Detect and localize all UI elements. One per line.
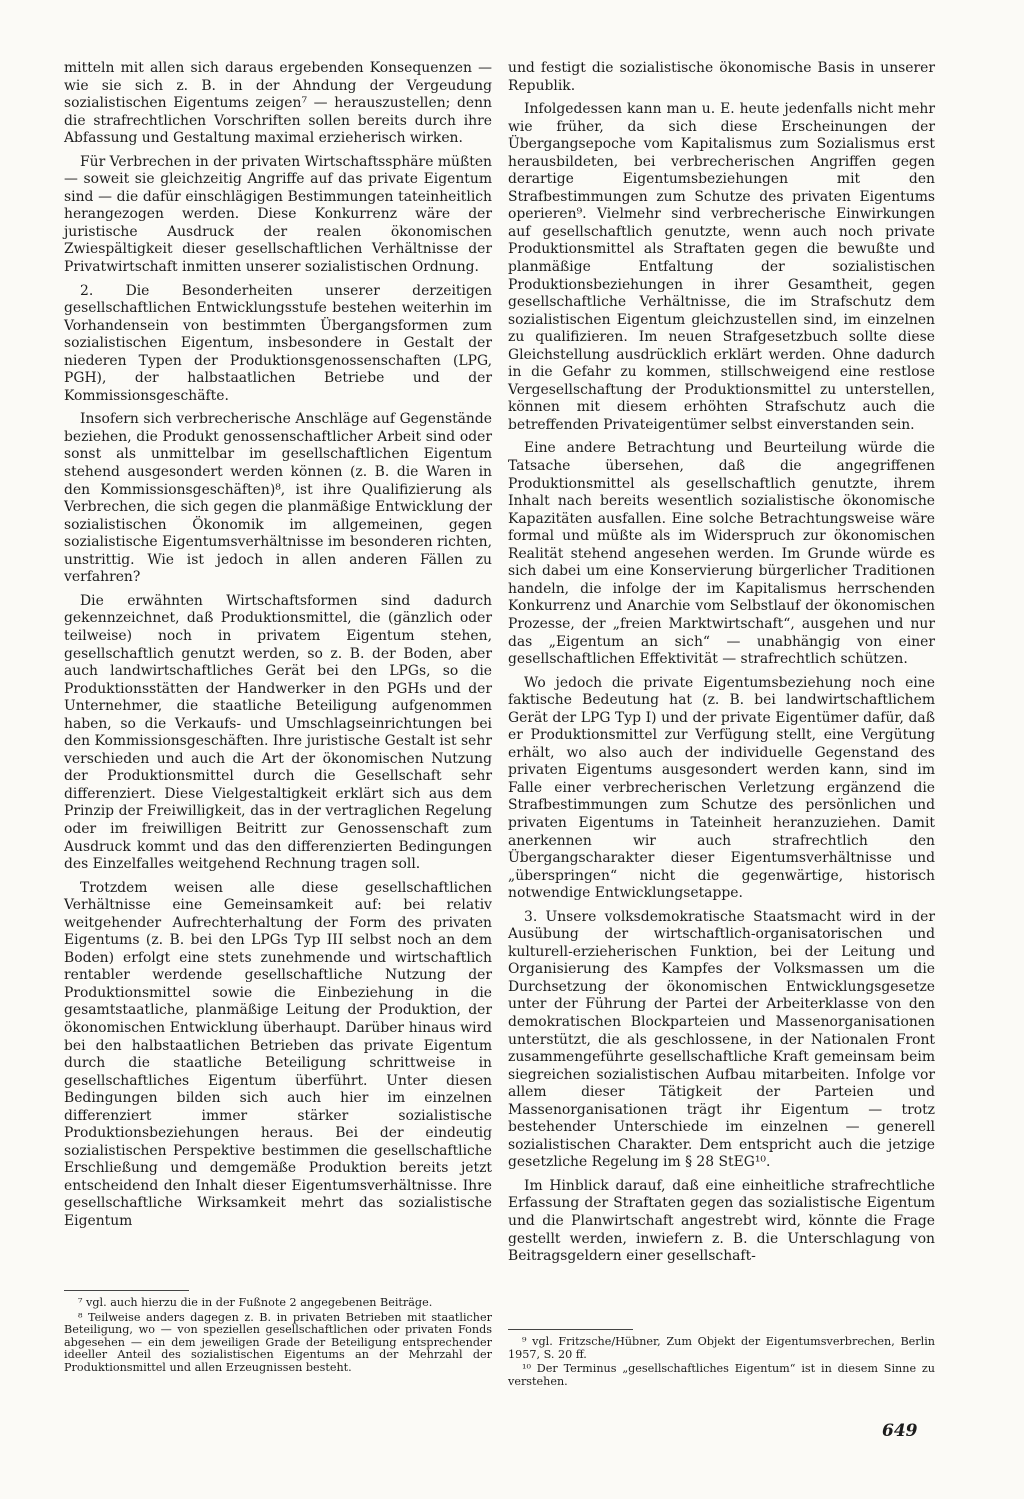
page-number: 649 [882,1421,918,1441]
footnote-rule [508,1329,633,1330]
right-paragraph-3: Eine andere Betrachtung und Beurteilung würde die Tatsache übersehen, daß die angegriffenen Produktionsmittel als gesellschaftlich genutzte, ihrem Inhalt nach bereits wesentlich sozialistische ökonomische Kapazitäten ausfallen. Eine solche Betrachtungsweise wäre formal und müßte als im Widerspruch zur ökonomischen Realität stehend angesehen werden. Im Grunde würde es sich dabei um eine Konservierung bürgerlicher Traditionen handeln, die infolge der im Kapitalismus herrschenden Konkurrenz und Anarchie vom Selbstlauf der ökonomischen Prozesse, der „freien Marktwirtschaft“, ausgehen und nur das „Eigentum an sich“ — unabhängig von einer gesellschaftlichen Effektivität — strafrechtlich schützen. [508,440,935,668]
right-paragraph-4: Wo jedoch die private Eigentumsbeziehung noch eine faktische Bedeutung hat (z. B. bei landwirtschaftlichem Gerät der LPG Typ I) und der private Eigentümer dafür, daß er Produktionsmittel zur Verfügung stellt, eine Vergütung erhält, wo also auch der individuelle Gegenstand des privaten Eigentums ausgesondert werden kann, sind im Falle einer verbrecherischen Verletzung ergänzend die Strafbestimmungen zum Schutze des persönlichen und privaten Eigentums in Tateinheit heranzuziehen. Damit anerkennen wir auch strafrechtlich den Übergangscharakter dieser Eigentumsverhältnisse und „überspringen“ nicht die gegenwärtige, historisch notwendige Entwicklungsetappe. [508,674,935,902]
footnote-rule [64,1290,189,1291]
left-paragraph-1: mitteln mit allen sich daraus ergebenden Konsequenzen — wie sie sich z. B. in der Ahndung der Vergeudung sozialistischen Eigentums zeigen⁷ — herauszustellen; denn die strafrechtlichen Vorschriften sollen bereits durch ihre Abfassung und Gestaltung maximal erzieherisch wirken. [64,60,492,147]
right-paragraph-2: Infolgedessen kann man u. E. heute jedenfalls nicht mehr wie früher, da sich diese Erscheinungen der Übergangsepoche vom Kapitalismus zum Sozialismus erst herausbildeten, bei verbrecherischen Angriffen gegen derartige Eigentumsbeziehungen mit den Strafbestimmungen zum Schutze des privaten Eigentums operieren⁹. Vielmehr sind verbrecherische Einwirkungen auf gesellschaftlich genutzte, wenn auch noch private Produktionsmittel als Straftaten gegen die bewußte und planmäßige Entfaltung der sozialistischen Produktionsbeziehungen in ihrer Gesamtheit, gegen gesellschaftliche Verhältnisse, die im Strafschutz dem sozialistischen Eigentum gleichzustellen sind, im einzelnen zu qualifizieren. Im neuen Strafgesetzbuch sollte diese Gleichstellung ausdrücklich erklärt werden. Ohne dadurch in die Gefahr zu kommen, stillschweigend eine restlose Vergesellschaftung der Produktionsmittel zu unterstellen, können mit diesem erhöhten Strafschutz auch die betreffenden Privateigentümer selbst einverstanden sein. [508,101,935,433]
footnotes-right [508,1329,935,1390]
footnote-8: ⁸ Teilweise anders dagegen z. B. in privaten Betrieben mit staatlicher Beteiligung, wo — von speziellen gesellschaftlichen oder privaten Fonds abgesehen — ein dem jeweiligen Grade der Beteiligung entsprechender ideeller Anteil des sozialistischen Eigentums an der Mehrzahl der Produktionsmittel und allen Erzeugnissen besteht. [64,1310,492,1374]
right-paragraph-6: Im Hinblick darauf, daß eine einheitliche strafrechtliche Erfassung der Straftaten gegen das sozialistische Eigentum und die Planwirtschaft angestrebt wird, könnte die Frage gestellt werden, inwiefern z. B. die Unterschlagung von Beitragsgeldern einer gesellschaft- [508,1177,935,1265]
left-paragraph-2: Für Verbrechen in der privaten Wirtschaftssphäre müßten — soweit sie gleichzeitig Angriffe auf das private Eigentum sind — die dafür einschlägigen Bestimmungen tateinheitlich herangezogen werden. Diese Konkurrenz wäre der juristische Ausdruck der realen ökonomischen Zwiespältigkeit dieser gesellschaftlichen Verhältnisse der Privatwirtschaft inmitten unserer sozialistischen Ordnung. [64,153,492,276]
footnote-10: ¹⁰ Der Terminus „gesellschaftliches Eigentum“ ist in diesem Sinne zu verstehen. [508,1362,935,1388]
footnote-7: ⁷ vgl. auch hierzu die in der Fußnote 2 angegebenen Beiträge. [78,1296,433,1309]
right-column [508,60,935,1266]
footnote-9: ⁹ vgl. Fritzsche/Hübner, Zum Objekt der Eigentumsverbrechen, Berlin 1957, S. 20 ff. [508,1335,935,1361]
left-paragraph-3: 2. Die Besonderheiten unserer derzeitigen gesellschaftlichen Entwicklungsstufe bestehen weiterhin im Vorhandensein von bestimmten Übergangsformen zum sozialistischen Eigentum, insbesondere in Gestalt der niederen Typen der Produktionsgenossenschaften (LPG, PGH), der halbstaatlichen Betriebe und der Kommissionsgeschäfte. [64,282,492,404]
footnotes-left [64,1290,492,1376]
right-paragraph-5: 3. Unsere volksdemokratische Staatsmacht wird in der Ausübung der wirtschaftlich-organisatorischen und kulturell-erzieherischen Funktion, bei der Leitung und Organisierung des Kampfes der Volksmassen um die Durchsetzung der ökonomischen Entwicklungsgesetze unter der Führung der Partei der Arbeiterklasse von den demokratischen Blockparteien und Massenorganisationen unterstützt, die als geschlossene, in der Nationalen Front zusammengeführte gesellschaftliche Kraft gemeinsam beim siegreichen sozialistischen Aufbau mitarbeiten. Infolge vor allem dieser Tätigkeit der Parteien und Massenorganisationen trägt ihr Eigentum — trotz bestehender Unterschiede im einzelnen — generell sozialistischen Charakter. Dem entspricht auch die jetzige gesetzliche Regelung im § 28 StEG¹⁰. [508,908,935,1171]
left-paragraph-5: Die erwähnten Wirtschaftsformen sind dadurch gekennzeichnet, daß Produktionsmittel, die (gänzlich oder teilweise) noch in privatem Eigentum stehen, gesellschaftlich genutzt werden, so z. B. der Boden, aber auch landwirtschaftliches Gerät bei den LPGs, so die Produktionsstätten der Handwerker in den PGHs und der Unternehmer, die staatliche Beteiligung aufgenommen haben, so die Verkaufs- und Umschlagseinrichtungen bei den Kommissionsgeschäften. Ihre juristische Gestalt ist sehr verschieden und auch die Art der ökonomischen Nutzung der Produktionsmittel durch die Gesellschaft sehr differenziert. Diese Vielgestaltigkeit erklärt sich aus dem Prinzip der Freiwilligkeit, das in der vertraglichen Regelung oder im freiwilligen Beitritt zur Genossenschaft zum Ausdruck kommt und das den differenzierten Bedingungen des Einzelfalles weitgehend Rechnung tragen soll. [64,592,492,873]
left-paragraph-6: Trotzdem weisen alle diese gesellschaftlichen Verhältnisse eine Gemeinsamkeit auf: bei relativ weitgehender Aufrechterhaltung der Form des privaten Eigentums (z. B. bei den LPGs Typ III selbst noch an dem Boden) erfolgt eine stets zunehmende und wirtschaftlich rentabler werdende gesellschaftliche Nutzung der Produktionsmittel sowie die Einbeziehung in die gesamtstaatliche, planmäßige Leitung der Produktion, der ökonomischen Entwicklung überhaupt. Darüber hinaus wird bei den halbstaatlichen Betrieben das private Eigentum durch die staatliche Beteiligung schrittweise in gesellschaftliches Eigentum überführt. Unter diesen Bedingungen bilden sich auch hier im einzelnen differenziert immer stärker sozialistische Produktionsbeziehungen heraus. Bei der eindeutig sozialistischen Perspektive bestimmen die gesellschaftliche Erschließung und demgemäße Produktion bereits jetzt entscheidend den Inhalt dieser Eigentumsverhältnisse. Ihre gesellschaftliche Wirksamkeit mehrt das sozialistische Eigentum [64,879,492,1229]
left-paragraph-4: Insofern sich verbrecherische Anschläge auf Gegenstände beziehen, die Produkt genossenschaftlicher Arbeit sind oder sonst als unmittelbar im gesellschaftlichen Eigentum stehend ausgesondert werden können (z. B. die Waren in den Kommissionsgeschäften)⁸, ist ihre Qualifizierung als Verbrechen, die sich gegen die planmäßige Entwicklung der sozialistischen Ökonomik im allgemeinen, gegen sozialistische Eigentumsverhältnisse im besonderen richten, unstrittig. Wie ist jedoch in allen anderen Fällen zu verfahren? [64,411,492,586]
left-column [64,60,492,1231]
right-paragraph-1: und festigt die sozialistische ökonomische Basis in unserer Republik. [508,60,935,94]
